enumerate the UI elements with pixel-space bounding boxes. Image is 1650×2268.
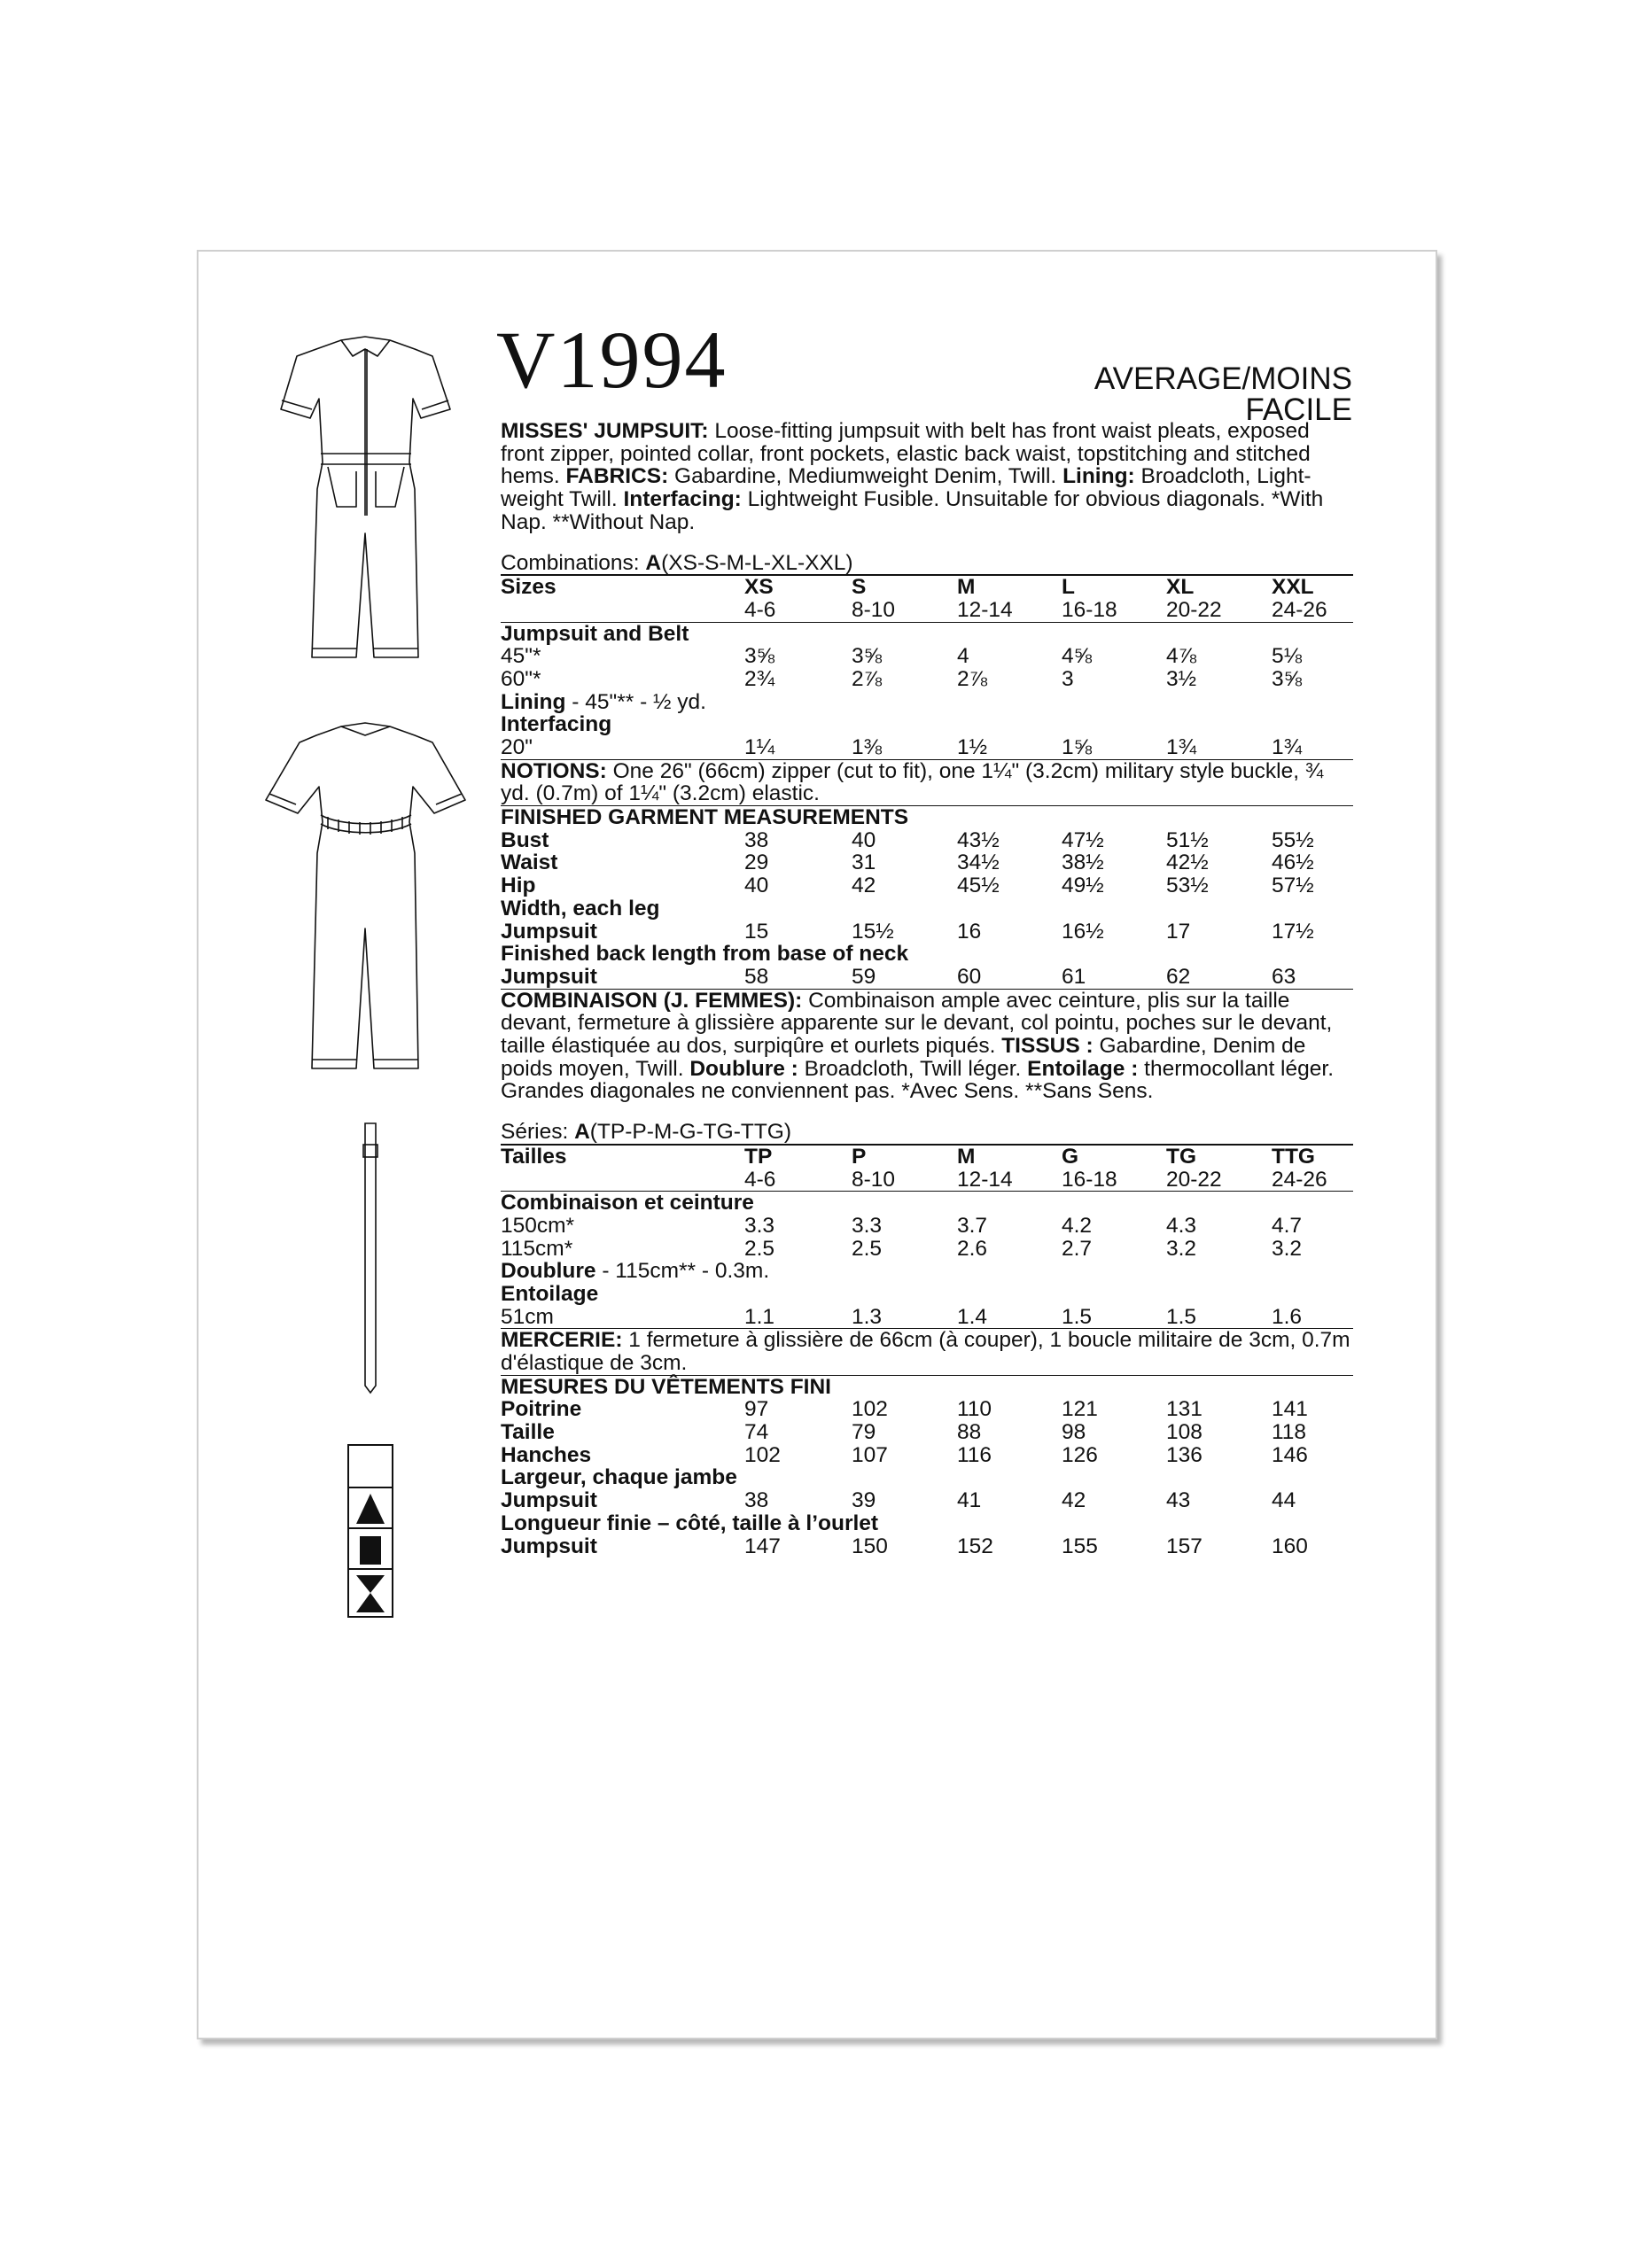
english-yardage-table xyxy=(501,552,1353,990)
yardage-value: 3⅝ xyxy=(744,644,775,669)
measurement-value: 102 xyxy=(852,1397,888,1422)
yardage-value: 4.7 xyxy=(1272,1213,1303,1238)
yardage-value: 3.2 xyxy=(1166,1236,1197,1261)
difficulty-level: AVERAGE/MOINS FACILE xyxy=(1094,361,1352,427)
measurement-value: 97 xyxy=(744,1397,769,1422)
measurement-value: 126 xyxy=(1062,1442,1098,1467)
measurement-value: 39 xyxy=(852,1488,876,1513)
size-name: L xyxy=(1062,575,1075,600)
measurement-value: 17 xyxy=(1166,919,1191,944)
measurement-value: 16½ xyxy=(1062,919,1104,944)
size-number: 20-22 xyxy=(1166,597,1222,622)
yardage-value: 1.3 xyxy=(852,1304,883,1329)
size-name: XS xyxy=(744,575,774,600)
lining-row xyxy=(501,691,1353,714)
measurement-value: 40 xyxy=(744,874,769,898)
measurement-value: 157 xyxy=(1166,1534,1202,1558)
measurement-value: 146 xyxy=(1272,1442,1308,1467)
measurement-value: 45½ xyxy=(957,874,1000,898)
lining-text: Broadcloth, Light-weight Twill. xyxy=(501,464,1311,512)
size-number: 24-26 xyxy=(1272,1167,1327,1192)
yardage-value: 1½ xyxy=(957,735,988,760)
measurement-row xyxy=(501,874,1353,897)
lining-label: Lining xyxy=(501,689,566,714)
sizes-header: Sizes xyxy=(501,575,556,600)
yardage-value: 4.2 xyxy=(1062,1213,1093,1238)
yardage-value: 3.3 xyxy=(744,1213,775,1238)
measurement-row xyxy=(501,1535,1353,1558)
measurement-value: 42 xyxy=(1062,1488,1086,1513)
size-header-row xyxy=(501,1144,1353,1169)
measurements-heading xyxy=(501,1376,1353,1399)
measurement-value: 79 xyxy=(852,1420,876,1445)
measurement-value: 38½ xyxy=(1062,850,1104,875)
hourglass-icon xyxy=(349,1568,392,1611)
yardage-value: 5⅛ xyxy=(1272,644,1303,669)
measurement-value: 55½ xyxy=(1272,827,1314,852)
series-label: Séries: xyxy=(501,1120,575,1145)
measurement-value: 63 xyxy=(1272,964,1296,989)
combination-letter: A xyxy=(645,550,662,575)
back-length-heading xyxy=(501,943,1353,966)
cutting-symbols xyxy=(347,1444,393,1618)
lining-amount: - 45"** - ½ yd. xyxy=(565,689,706,714)
width-leg-heading xyxy=(501,1466,1353,1489)
size-number-row xyxy=(501,1169,1353,1192)
measurement-value: 141 xyxy=(1272,1397,1308,1422)
yardage-value: 1.4 xyxy=(957,1304,988,1329)
measurement-row xyxy=(501,920,1353,944)
measurement-value: 60 xyxy=(957,964,982,989)
lining-label: Doublure xyxy=(501,1259,596,1284)
fabrics-text: Gabardine, Mediumweight Denim, Twill. xyxy=(668,464,1063,489)
notions xyxy=(501,1329,1353,1375)
pattern-info xyxy=(501,420,1353,1557)
yardage-value: 2.7 xyxy=(1062,1236,1093,1261)
desc-heading: COMBINAISON (J. FEMMES): xyxy=(501,988,803,1013)
yardage-value: 2¾ xyxy=(744,666,775,691)
measurement-value: 43 xyxy=(1166,1488,1191,1513)
measurement-value: 15 xyxy=(744,919,769,944)
desc-text: Combinaison ample avec ceinture, plis sur la taille devant, fermeture à glissière apparente sur le devant, col pointu, poches sur le devant, taille élastiquée au dos, surpiqûre et ourlets piqués. xyxy=(501,988,1333,1059)
interfacing-heading-row xyxy=(501,713,1353,736)
measurement-row xyxy=(501,1398,1353,1421)
width-leg-heading xyxy=(501,897,1353,920)
measurement-value: 155 xyxy=(1062,1534,1098,1558)
back-length-label: Finished back length from base of neck xyxy=(501,942,909,967)
measurement-value: 53½ xyxy=(1166,874,1209,898)
yardage-value: 3⅝ xyxy=(1272,666,1303,691)
measurement-value: 147 xyxy=(744,1534,781,1558)
fabric-width: 20" xyxy=(501,735,533,760)
size-name: TTG xyxy=(1272,1144,1315,1169)
measurement-value: 102 xyxy=(744,1442,781,1467)
series-line xyxy=(501,1121,1353,1144)
pattern-number: V1994 xyxy=(496,315,728,405)
series-letter: A xyxy=(574,1120,590,1145)
measurement-value: 88 xyxy=(957,1420,982,1445)
measurement-value: 152 xyxy=(957,1534,993,1558)
measurements-label: FINISHED GARMENT MEASUREMENTS xyxy=(501,805,909,830)
measurement-value: 108 xyxy=(1166,1420,1202,1445)
interfacing-label: Entoilage xyxy=(501,1281,599,1306)
yardage-value: 3½ xyxy=(1166,666,1197,691)
measurement-label: Hip xyxy=(501,874,536,898)
size-name: G xyxy=(1062,1144,1079,1169)
size-name: TG xyxy=(1166,1144,1197,1169)
measurement-label: Jumpsuit xyxy=(501,919,597,944)
interfacing-label: Interfacing xyxy=(501,712,612,737)
yardage-row xyxy=(501,1238,1353,1261)
back-length-label: Longueur finie – côté, taille à l’ourlet xyxy=(501,1511,879,1535)
notions-text: 1 fermeture à glissière de 66cm (à couper), 1 boucle militaire de 3cm, 0.7m d'élastique de 3cm. xyxy=(501,1328,1350,1376)
size-number: 16-18 xyxy=(1062,1167,1117,1192)
measurement-value: 61 xyxy=(1062,964,1086,989)
measurement-value: 136 xyxy=(1166,1442,1202,1467)
yardage-value: 1.6 xyxy=(1272,1304,1303,1329)
measurement-label: Jumpsuit xyxy=(501,964,597,989)
measurement-value: 49½ xyxy=(1062,874,1104,898)
notions-text: One 26" (66cm) zipper (cut to fit), one 1¼" (3.2cm) military style buckle, ¾ yd. (0.7m) of 1¼" (3.2cm) elastic. xyxy=(501,758,1324,806)
measurement-value: 38 xyxy=(744,1488,769,1513)
fabrics-heading: TISSUS : xyxy=(1001,1034,1094,1059)
measurement-label: Poitrine xyxy=(501,1397,582,1422)
triangle-up-icon xyxy=(349,1487,392,1529)
measurement-value: 131 xyxy=(1166,1397,1202,1422)
size-number-row xyxy=(501,599,1353,623)
measurement-value: 98 xyxy=(1062,1420,1086,1445)
measurement-value: 42½ xyxy=(1166,850,1209,875)
yardage-value: 2.6 xyxy=(957,1236,988,1261)
desc-heading: MISSES' JUMPSUIT: xyxy=(501,419,709,443)
desc-text: Loose-fitting jumpsuit with belt has front waist pleats, exposed front zipper, pointed collar, front pockets, elastic back waist, topstitching and stitched hems. xyxy=(501,419,1311,489)
yardage-value: 1.5 xyxy=(1166,1304,1197,1329)
yardage-value: 1.5 xyxy=(1062,1304,1093,1329)
belt-icon xyxy=(354,1120,386,1396)
yardage-row xyxy=(501,645,1353,668)
fabric-width: 51cm xyxy=(501,1304,554,1329)
yardage-value: 1.1 xyxy=(744,1304,775,1329)
sizes-header: Tailles xyxy=(501,1144,567,1169)
measurement-value: 150 xyxy=(852,1534,888,1558)
measurement-value: 41 xyxy=(957,1488,982,1513)
yardage-value: 2⅞ xyxy=(852,666,883,691)
lining-amount: - 115cm** - 0.3m. xyxy=(595,1259,770,1284)
measurement-value: 59 xyxy=(852,964,876,989)
yardage-value: 4.3 xyxy=(1166,1213,1197,1238)
french-description xyxy=(501,990,1353,1104)
notions-label: NOTIONS: xyxy=(501,758,607,783)
measurement-value: 47½ xyxy=(1062,827,1104,852)
measurement-value: 107 xyxy=(852,1442,888,1467)
interfacing-heading: Interfacing: xyxy=(623,487,742,512)
jumpsuit-belt-label: Combinaison et ceinture xyxy=(501,1191,754,1216)
lining-heading: Lining: xyxy=(1062,464,1135,489)
size-number: 16-18 xyxy=(1062,597,1117,622)
measurement-value: 42 xyxy=(852,874,876,898)
size-name: M xyxy=(957,1144,976,1169)
measurement-value: 38 xyxy=(744,827,769,852)
lining-text: Broadcloth, Twill léger. xyxy=(798,1056,1028,1081)
size-number: 4-6 xyxy=(744,597,776,622)
measurement-label: Taille xyxy=(501,1420,555,1445)
measurement-value: 17½ xyxy=(1272,919,1314,944)
measurement-label: Bust xyxy=(501,827,549,852)
size-number: 4-6 xyxy=(744,1167,776,1192)
measurement-value: 121 xyxy=(1062,1397,1098,1422)
yardage-value: 3.2 xyxy=(1272,1236,1303,1261)
notions xyxy=(501,760,1353,806)
combination-sizes: (XS-S-M-L-XL-XXL) xyxy=(661,550,853,575)
measurement-value: 40 xyxy=(852,827,876,852)
measurement-value: 57½ xyxy=(1272,874,1314,898)
view-heading xyxy=(501,623,1353,646)
yardage-value: 1⅝ xyxy=(1062,735,1093,760)
interfacing-text: thermocollant léger. Grandes diagonales ne conviennent pas. *Avec Sens. **Sans Sens. xyxy=(501,1056,1334,1104)
measurement-value: 110 xyxy=(957,1397,992,1422)
jumpsuit-back-icon xyxy=(257,716,474,1079)
size-number: 8-10 xyxy=(852,597,896,622)
yardage-value: 1⅜ xyxy=(852,735,883,760)
measurement-label: Jumpsuit xyxy=(501,1488,597,1513)
size-number: 12-14 xyxy=(957,1167,1013,1192)
measurement-label: Jumpsuit xyxy=(501,1534,597,1558)
yardage-value: 2.5 xyxy=(744,1236,775,1261)
yardage-value: 1¾ xyxy=(1272,735,1303,760)
size-name: S xyxy=(852,575,867,600)
measurement-value: 43½ xyxy=(957,827,1000,852)
measurements-heading xyxy=(501,806,1353,829)
lining-row xyxy=(501,1260,1353,1283)
measurement-value: 116 xyxy=(957,1442,992,1467)
size-number: 12-14 xyxy=(957,597,1013,622)
yardage-value: 4⅞ xyxy=(1166,644,1197,669)
measurement-value: 34½ xyxy=(957,850,1000,875)
measurement-row xyxy=(501,966,1353,990)
yardage-value: 4 xyxy=(957,644,969,669)
size-name: XXL xyxy=(1272,575,1314,600)
jumpsuit-front-icon xyxy=(257,330,474,684)
combinations-label: Combinations: xyxy=(501,550,646,575)
measurement-row xyxy=(501,1489,1353,1512)
size-number: 8-10 xyxy=(852,1167,896,1192)
size-header-row xyxy=(501,574,1353,599)
combinations-line xyxy=(501,552,1353,575)
measurement-value: 62 xyxy=(1166,964,1191,989)
interfacing-row xyxy=(501,736,1353,760)
yardage-value: 3.3 xyxy=(852,1213,883,1238)
interfacing-heading-row xyxy=(501,1283,1353,1306)
notions-label: MERCERIE: xyxy=(501,1328,623,1353)
measurement-value: 58 xyxy=(744,964,769,989)
series-sizes: (TP-P-M-G-TG-TTG) xyxy=(589,1120,792,1145)
yardage-value: 4⅝ xyxy=(1062,644,1093,669)
yardage-row xyxy=(501,668,1353,691)
yardage-value: 3⅝ xyxy=(852,644,883,669)
interfacing-row xyxy=(501,1306,1353,1330)
yardage-value: 1¼ xyxy=(744,735,775,760)
measurement-value: 51½ xyxy=(1166,827,1209,852)
fabric-width: 45"* xyxy=(501,644,541,669)
view-heading xyxy=(501,1192,1353,1215)
measurement-value: 46½ xyxy=(1272,850,1314,875)
measurement-value: 16 xyxy=(957,919,982,944)
interfacing-heading: Entoilage : xyxy=(1027,1056,1139,1081)
fabric-width: 115cm* xyxy=(501,1236,573,1261)
fabric-width: 60"* xyxy=(501,666,541,691)
square-icon xyxy=(349,1527,392,1570)
back-length-heading xyxy=(501,1512,1353,1535)
yardage-row xyxy=(501,1215,1353,1238)
measurements-label: MESURES DU VÊTEMENTS FINI xyxy=(501,1374,831,1399)
yardage-value: 3.7 xyxy=(957,1213,988,1238)
size-name: P xyxy=(852,1144,867,1169)
interfacing-text: Lightweight Fusible. Unsuitable for obvious diagonals. *With Nap. **Without Nap. xyxy=(501,487,1324,534)
fabric-width: 150cm* xyxy=(501,1213,575,1238)
size-number: 24-26 xyxy=(1272,597,1327,622)
measurement-value: 31 xyxy=(852,850,876,875)
width-leg-label: Width, each leg xyxy=(501,896,660,920)
size-name: M xyxy=(957,575,976,600)
french-yardage-table xyxy=(501,1121,1353,1557)
measurement-row xyxy=(501,1421,1353,1444)
size-name: TP xyxy=(744,1144,773,1169)
measurement-label: Waist xyxy=(501,850,558,875)
yardage-value: 1¾ xyxy=(1166,735,1197,760)
measurement-label: Hanches xyxy=(501,1442,592,1467)
measurement-value: 160 xyxy=(1272,1534,1308,1558)
yardage-value: 2⅞ xyxy=(957,666,988,691)
measurement-value: 44 xyxy=(1272,1488,1296,1513)
lining-heading: Doublure : xyxy=(689,1056,798,1081)
size-name: XL xyxy=(1166,575,1195,600)
measurement-row xyxy=(501,851,1353,874)
measurement-value: 118 xyxy=(1272,1420,1307,1445)
yardage-value: 3 xyxy=(1062,666,1074,691)
measurement-value: 15½ xyxy=(852,919,894,944)
measurement-value: 74 xyxy=(744,1420,769,1445)
measurement-row xyxy=(501,829,1353,852)
jumpsuit-belt-label: Jumpsuit and Belt xyxy=(501,621,689,646)
yardage-value: 2.5 xyxy=(852,1236,883,1261)
fabrics-text: Gabardine, Denim de poids moyen, Twill. xyxy=(501,1034,1306,1081)
fabrics-heading: FABRICS: xyxy=(565,464,669,489)
english-description xyxy=(501,420,1353,534)
measurement-value: 29 xyxy=(744,850,769,875)
measurement-row xyxy=(501,1444,1353,1467)
size-number: 20-22 xyxy=(1166,1167,1222,1192)
width-leg-label: Largeur, chaque jambe xyxy=(501,1465,737,1490)
